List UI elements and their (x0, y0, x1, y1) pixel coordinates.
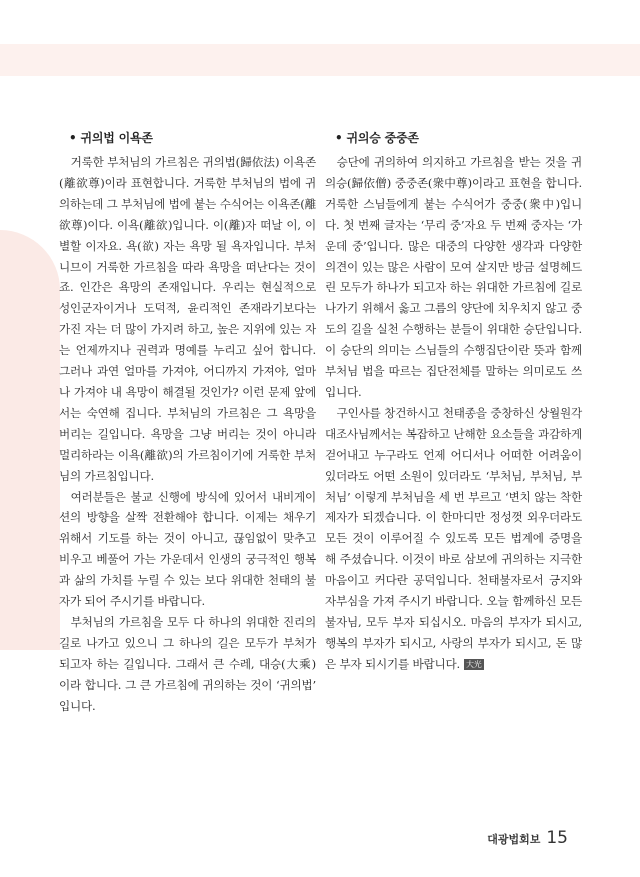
left-column (59, 128, 316, 716)
page-number: 15 (546, 828, 568, 848)
bullet-icon: • (335, 131, 343, 145)
paragraph-with-badge (325, 403, 582, 675)
right-column (325, 128, 582, 675)
heading-text: 귀의법 이욕존 (80, 131, 153, 145)
publication-name: 대광법회보 (487, 833, 541, 846)
paragraph: 여러분들은 불교 신행에 방식에 있어서 내비게이션의 방향을 살짝 전환해야 합니다. 이제는 채우기 위해서 기도를 하는 것이 아니고, 끊임없이 맞추고 비우고 베풀어 가는 가운데서 인생의 궁극적인 행복과 삶의 가치를 누릴 수 있는 보다 위대한 천태의 불자가 되어 주시기를 바랍니다. (59, 489, 316, 609)
paragraph: 거룩한 부처님의 가르침은 귀의법(歸依法) 이욕존(離欲尊)이라 표현합니다. 거룩한 부처님의 법에 귀의하는데 그 부처님에 법에 붙는 수식어는 이욕존(離欲尊)이다. 이욕(離欲)입니다. 이(離)자 떠날 이, 이별할 이자요. 욕(欲) 자는 욕망 될 욕자입니다. 부처니므이 거룩한 가르침을 따라 욕망을 떠난다는 것이죠. 인간은 욕망의 존재입니다. 우리는 현실적으로 성인군자이거나 도덕적, 윤리적인 존재라기보다는 가진 자는 더 많이 가지려 하고, 높은 지위에 있는 자는 언제까지나 권력과 명예를 누리고 싶어 합니다. 그러나 과연 얼마를 가져야, 어디까지 가져야, 얼마나 가져야 내 욕망이 해결될 것인가? 이런 문제 앞에서는 숙연해 집니다. 부처님의 가르침은 그 욕망을 버리는 길입니다. 욕망을 그냥 버리는 것이 아니라 멀리하라는 이욕(離欲)의 가르침이기에 거룩한 부처님의 가르침입니다. (59, 155, 316, 483)
header-band (0, 44, 640, 76)
bullet-icon: • (69, 131, 77, 145)
publisher-badge: 大光 (465, 659, 482, 669)
heading-text: 귀의승 중중존 (346, 131, 419, 145)
decorative-side-shape (0, 230, 60, 650)
section-heading (335, 128, 582, 148)
paragraph: 부처님의 가르침을 모두 다 하나의 위대한 진리의 길로 나가고 있으니 그 하나의 길은 모두가 부처가 되고자 하는 길입니다. 그래서 큰 수레, 대승(大乘)이라 합니다. 그 큰 가르침에 귀의하는 것이 ‘귀의법’ 입니다. (59, 614, 316, 713)
page-footer (487, 828, 568, 848)
section-heading (69, 128, 316, 148)
paragraph: 승단에 귀의하여 의지하고 가르침을 받는 것을 귀의승(歸依僧) 중중존(衆中尊)이라고 표현을 합니다. 거룩한 스님들에게 붙는 수식어가 중중(衆中)입니다. 첫 번째 글자는 ‘무리 중’자요 두 번째 중자는 ‘가운데 중’입니다. 많은 대중의 다양한 생각과 다양한 의견이 있는 많은 사람이 모여 살지만 방금 설명헤드린 모두가 하나가 되고자 하는 위대한 가르침에 길로 나가기 위해서 옳고 그름의 양단에 치우치지 않고 중도의 길을 실천 수행하는 분들이 위대한 승단입니다. 이 승단의 의미는 스님들의 수행집단이란 뜻과 함께 부처님 법을 따르는 집단전체를 말하는 의미로도 쓰입니다. (325, 155, 582, 399)
paragraph-text: 구인사를 창건하시고 천태종을 중창하신 상월원각대조사님께서는 복잡하고 난해한 요소들을 과감하게 걷어내고 누구라도 언제 어디서나 어떠한 어려움이 있더라도 어떤 소원이 있더라도 ‘부처님, 부처님, 부처님’ 이렇게 부처님을 세 번 부르고 ‘변치 않는 착한 제자가 되겠습니다. 이 한마디만 정성껏 외우더라도 모든 것이 이루어질 수 있도록 모든 법계에 증명을 해 주셨습니다. 이것이 바로 삼보에 귀의하는 지극한 마음이고 커다란 공덕입니다. 천태불자로서 긍지와 자부심을 가져 주시기 바랍니다. 오늘 함께하신 모든 불자님, 모두 부자 되십시오. 마음의 부자가 되시고, 행복의 부자가 되시고, 사랑의 부자가 되시고, 돈 많은 부자 되시기를 바랍니다. (325, 405, 582, 671)
